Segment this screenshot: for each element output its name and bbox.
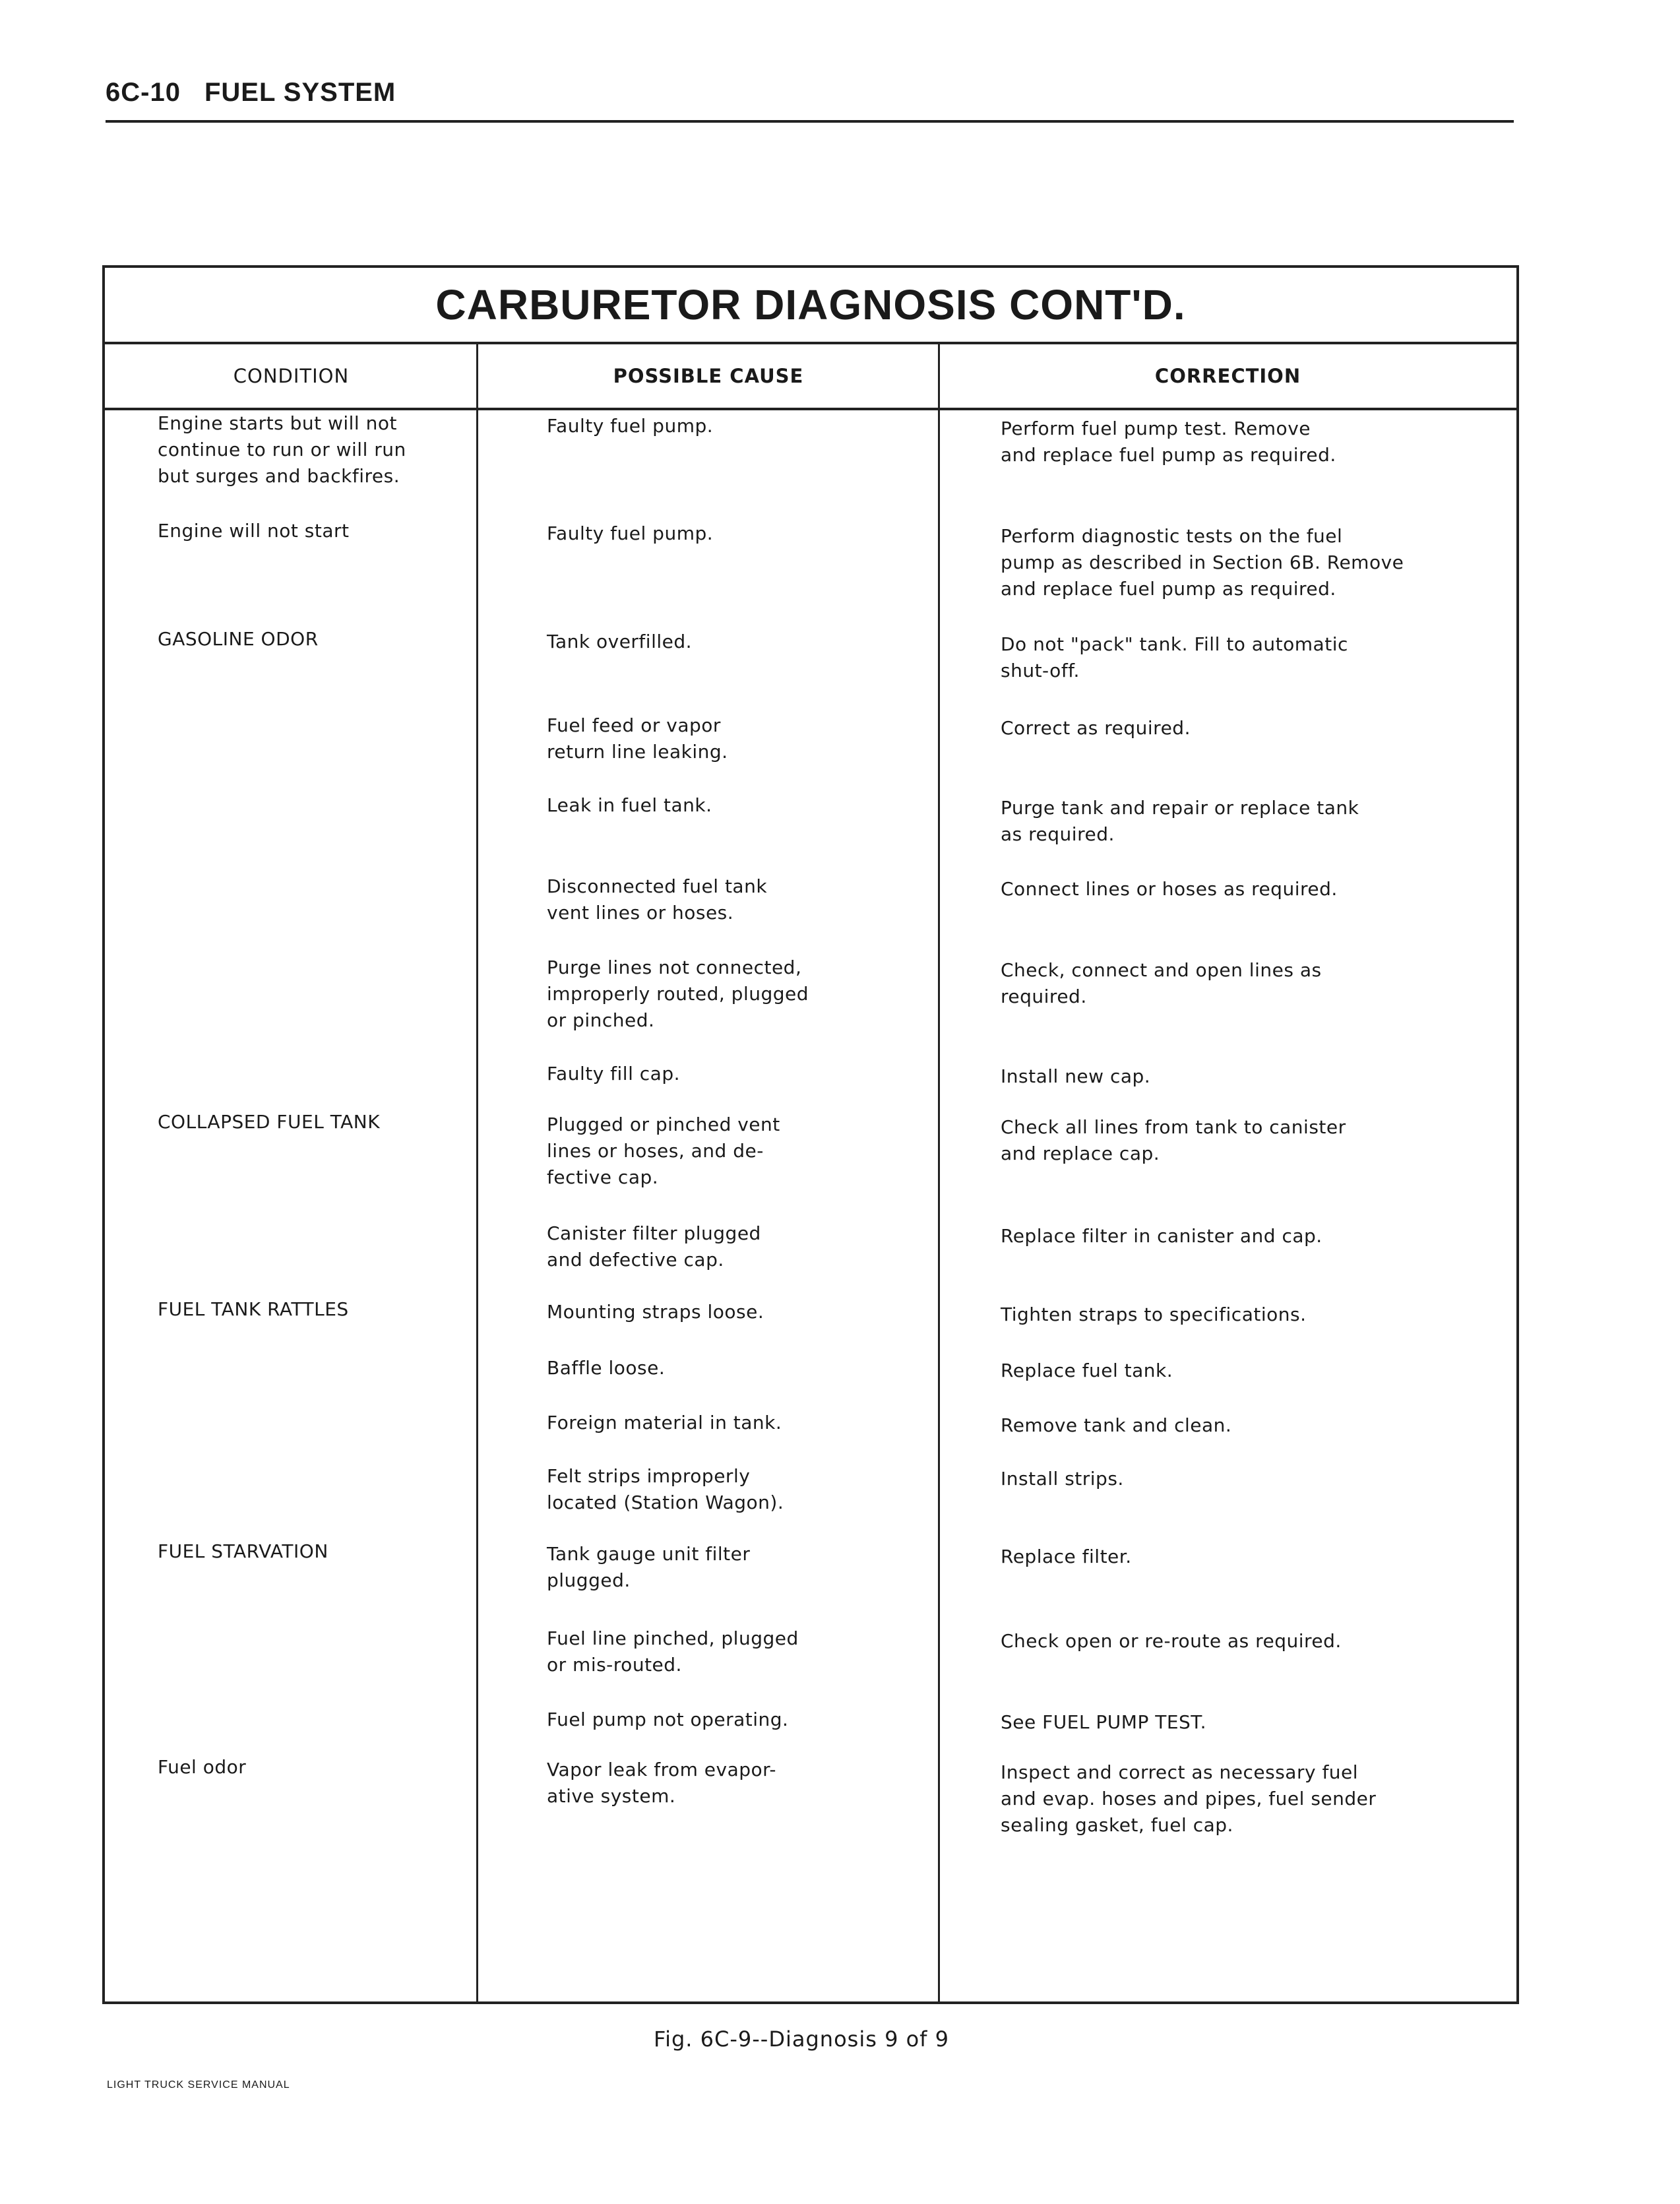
cell-correction: Purge tank and repair or replace tank as required. [1001,797,1359,845]
cell-cause: Faulty fuel pump. [547,415,714,437]
cell-cause: Felt strips improperly located (Station Wagon). [547,1465,784,1513]
cell-cause: Fuel feed or vapor return line leaking. [547,714,728,763]
cell-correction: Replace fuel tank. [1001,1360,1173,1381]
cell-correction: Install strips. [1001,1468,1124,1490]
cell-cause: Plugged or pinched vent lines or hoses, and de- fective cap. [547,1114,780,1188]
cell-condition: Fuel odor [158,1756,247,1778]
section-title: FUEL SYSTEM [204,78,396,107]
cell-cause: Faulty fill cap. [547,1063,680,1085]
cell-correction: Install new cap. [1001,1065,1151,1087]
cell-correction: Check open or re-route as required. [1001,1630,1342,1652]
cell-correction: Perform fuel pump test. Remove and replace fuel pump as required. [1001,418,1336,466]
cell-cause: Fuel line pinched, plugged or mis-routed. [547,1627,799,1676]
cell-correction: Replace filter in canister and cap. [1001,1225,1322,1247]
cell-correction: Remove tank and clean. [1001,1414,1232,1436]
page-number: 6C-10 [106,78,181,107]
cell-correction: Inspect and correct as necessary fuel and evap. hoses and pipes, fuel sender sealing gasket, fuel cap. [1001,1761,1377,1836]
cell-correction: Check, connect and open lines as required. [1001,959,1322,1007]
cell-cause: Purge lines not connected, improperly routed, plugged or pinched. [547,957,809,1031]
cell-condition: FUEL STARVATION [158,1540,328,1562]
cell-cause: Tank overfilled. [547,631,693,652]
cell-cause: Leak in fuel tank. [547,794,712,816]
cell-cause: Disconnected fuel tank vent lines or hoses. [547,875,768,924]
cell-condition: COLLAPSED FUEL TANK [158,1111,381,1133]
column-divider [938,344,940,2001]
cell-correction: Do not "pack" tank. Fill to automatic shut-off. [1001,633,1348,681]
diagnosis-table [102,265,1519,2004]
cell-cause: Tank gauge unit filter plugged. [547,1543,751,1591]
figure-caption: Fig. 6C-9--Diagnosis 9 of 9 [654,2027,949,2052]
table-title: CARBURETOR DIAGNOSIS CONT'D. [105,268,1516,344]
cell-correction: Check all lines from tank to canister and replace cap. [1001,1116,1346,1164]
page-header [106,78,396,108]
cell-correction: Connect lines or hoses as required. [1001,878,1338,900]
cell-condition: Engine will not start [158,520,350,542]
column-header-condition: CONDITION [105,344,478,410]
cell-correction: Tighten straps to specifications. [1001,1304,1307,1325]
cell-correction: Correct as required. [1001,717,1191,739]
cell-condition: GASOLINE ODOR [158,628,319,650]
column-header-correction: CORRECTION [939,344,1516,410]
header-rule [106,120,1514,123]
column-header-cause: POSSIBLE CAUSE [478,344,939,410]
cell-cause: Vapor leak from evapor- ative system. [547,1759,776,1807]
cell-condition: FUEL TANK RATTLES [158,1298,349,1320]
column-divider [476,344,478,2001]
cell-cause: Fuel pump not operating. [547,1709,789,1730]
cell-cause: Faulty fuel pump. [547,522,714,544]
cell-correction: See FUEL PUMP TEST. [1001,1711,1206,1733]
cell-correction: Perform diagnostic tests on the fuel pump as described in Section 6B. Remove and replace fuel pump as required. [1001,525,1404,600]
footer: LIGHT TRUCK SERVICE MANUAL [107,2079,290,2091]
cell-condition: Engine starts but will not continue to run or will run but surges and backfires. [158,412,406,487]
cell-correction: Replace filter. [1001,1546,1132,1567]
cell-cause: Foreign material in tank. [547,1412,782,1433]
cell-cause: Mounting straps loose. [547,1301,764,1323]
cell-cause: Canister filter plugged and defective cap. [547,1222,761,1271]
cell-cause: Baffle loose. [547,1357,666,1379]
